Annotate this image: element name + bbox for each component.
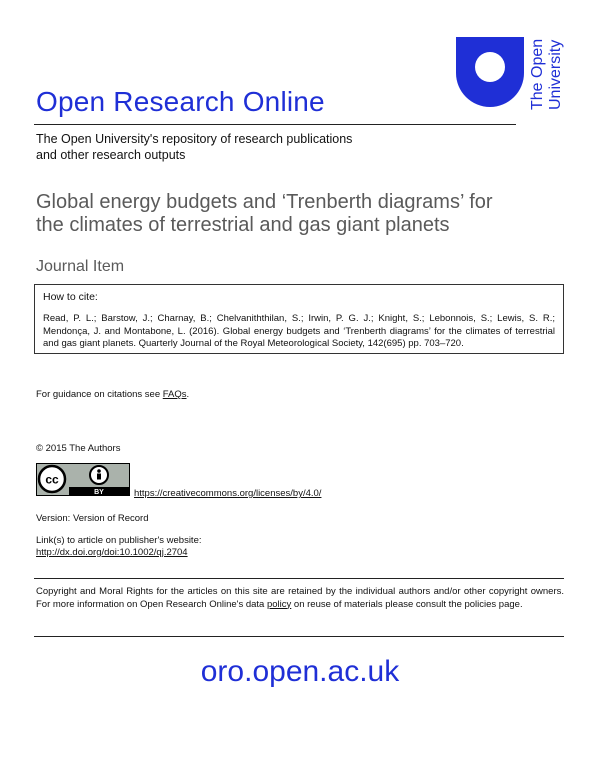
citation-box — [34, 284, 564, 354]
item-type: Journal Item — [36, 258, 125, 275]
paper-title-line1: Global energy budgets and ‘Trenberth diagrams’ for — [36, 191, 493, 213]
cc-icon-label: cc — [45, 472, 59, 487]
site-subtitle — [36, 131, 436, 163]
guidance-suffix: . — [186, 389, 190, 400]
cc-by-license-badge[interactable] — [36, 463, 130, 496]
logo-text-line1: The Open — [529, 38, 546, 110]
footer-site-link[interactable]: oro.open.ac.uk — [200, 655, 400, 688]
divider — [34, 124, 516, 125]
citation-text: Read, P. L.; Barstow, J.; Charnay, B.; Chelvaniththilan, S.; Irwin, P. G. J.; Knight, S.; Lebonnois, S.; Lewis, S. R.; Mendonça, J. and Montabone, L. (2016). Global energy budgets and ‘Trenberth diagrams’ for the climates of terrestrial and gas giant planets. Quarterly Journal of the Royal Meteorological Society, 142(695) pp. 703–720. — [43, 313, 555, 349]
doi-link[interactable]: http://dx.doi.org/doi:10.1002/qj.2704 — [36, 547, 188, 558]
rights-statement — [36, 586, 564, 611]
faqs-link[interactable]: FAQs — [162, 389, 187, 400]
guidance-prefix: For guidance on citations see — [36, 389, 163, 400]
open-university-shield-icon — [456, 37, 524, 107]
rights-suffix: on reuse of materials please consult the policies page. — [291, 598, 523, 610]
subtitle-line1: The Open University's repository of research publications — [36, 132, 353, 146]
paper-title — [36, 191, 556, 237]
open-university-logo — [456, 37, 524, 107]
divider — [34, 636, 564, 637]
copyright-notice: © 2015 The Authors — [36, 443, 121, 454]
publisher-links-label: Link(s) to article on publisher's website: — [36, 535, 202, 546]
logo-text-line2: University — [547, 39, 564, 110]
site-title[interactable]: Open Research Online — [36, 86, 325, 117]
policy-link[interactable]: policy — [266, 598, 292, 610]
logo-wordmark — [524, 32, 568, 112]
citation-label: How to cite: — [43, 291, 98, 303]
citation-guidance — [36, 389, 189, 400]
license-url-link[interactable]: https://creativecommons.org/licenses/by/4.0/ — [134, 488, 322, 499]
rights-prefix: Copyright and Moral Rights for the articles on this site are retained by the individual authors and/or other copyright owners. For more information on Open Research Online's data — [36, 586, 564, 610]
version-info: Version: Version of Record — [36, 513, 149, 524]
paper-title-line2: the climates of terrestrial and gas giant planets — [36, 214, 450, 236]
subtitle-line2: and other research outputs — [36, 148, 186, 162]
by-label: BY — [94, 489, 104, 496]
divider — [34, 578, 564, 579]
